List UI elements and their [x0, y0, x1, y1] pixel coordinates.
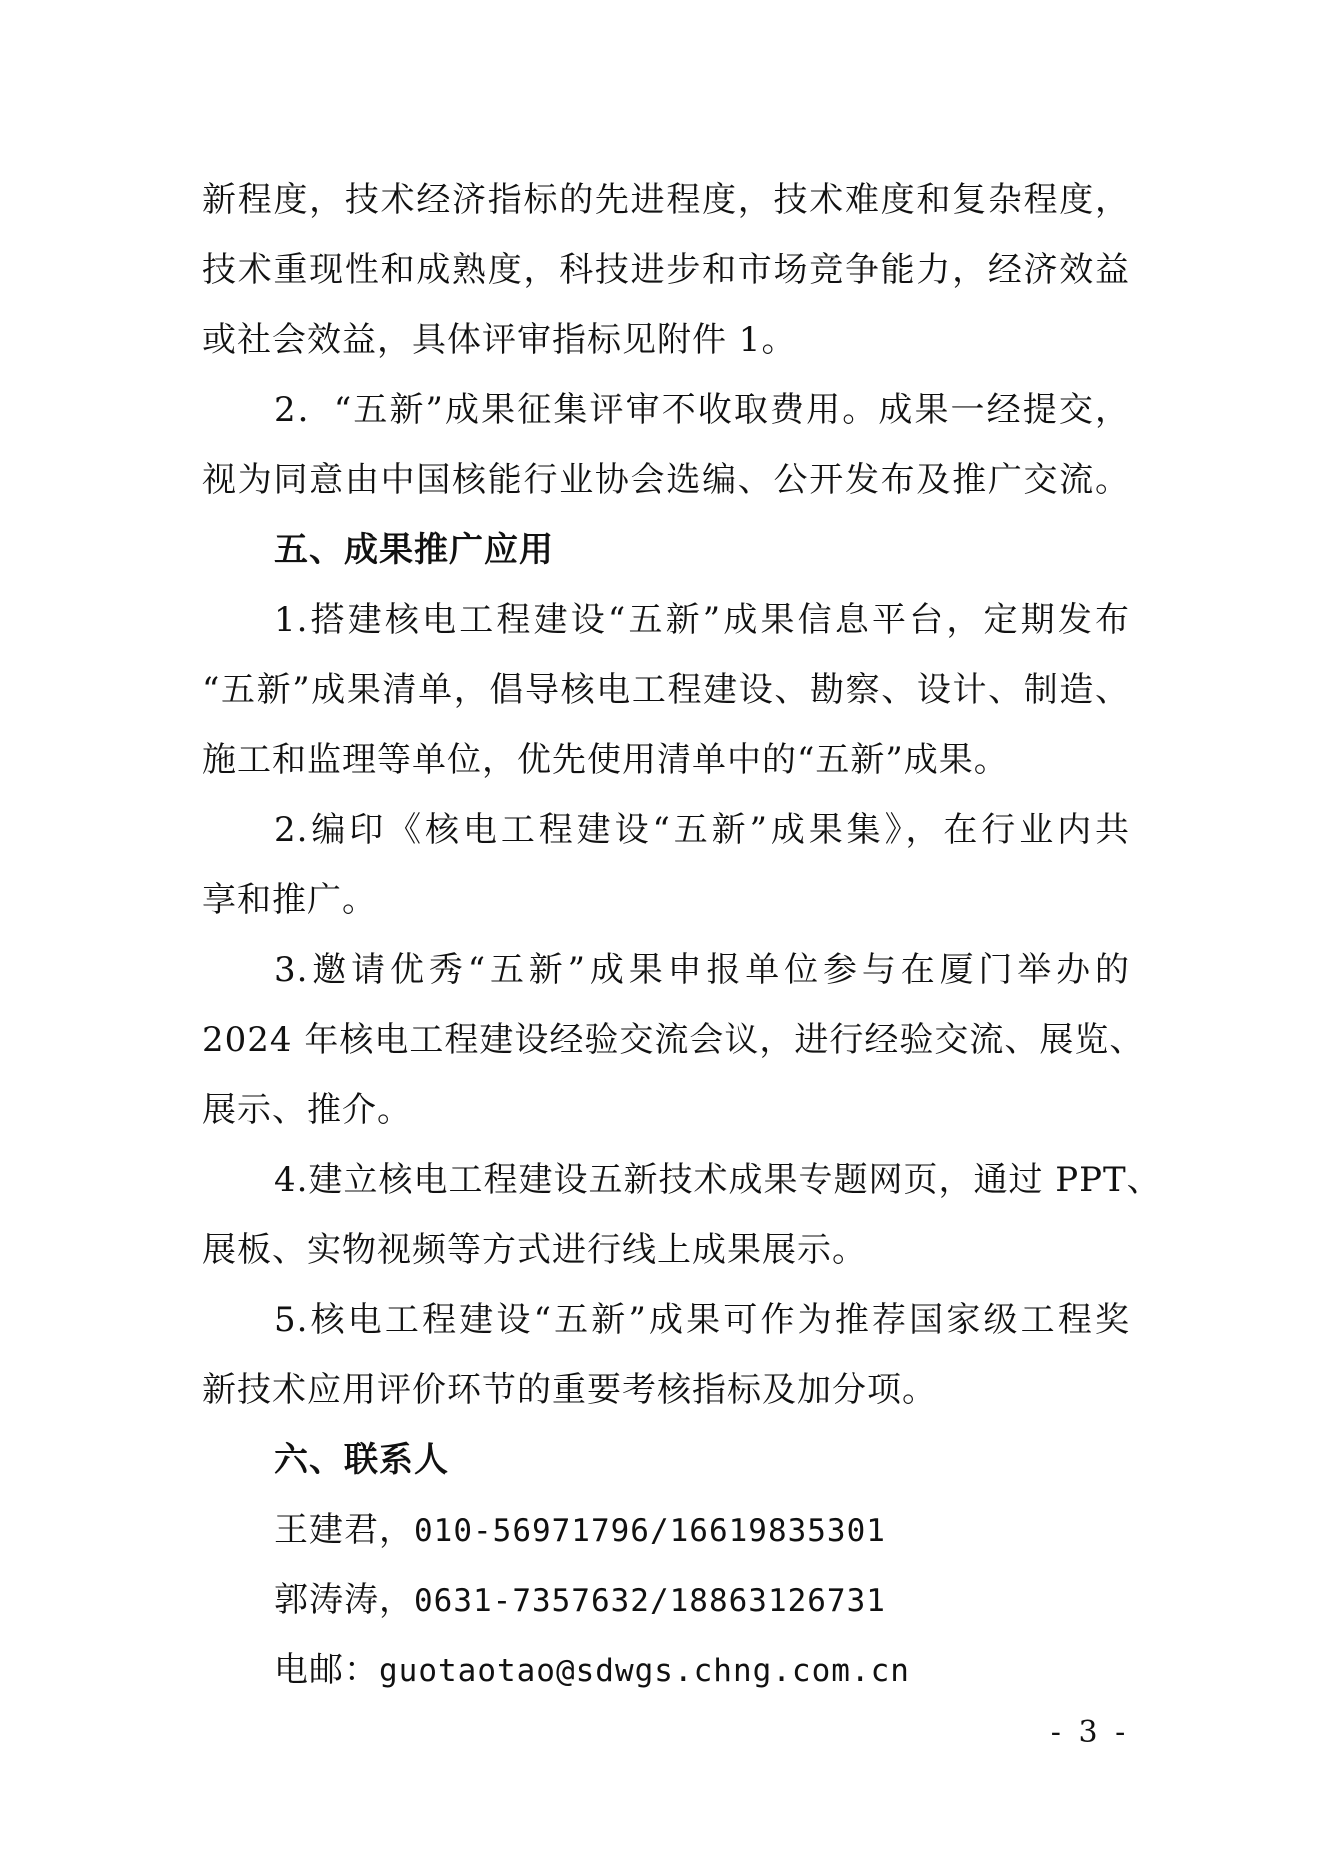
- email-label: 电邮：: [274, 1650, 379, 1690]
- paragraph-line: 5.核电工程建设“五新”成果可作为推荐国家级工程奖: [274, 1300, 1130, 1340]
- section-heading: 五、成果推广应用: [274, 530, 554, 570]
- contact-line: [202, 1495, 1130, 1565]
- contact-phone: 010-56971796/16619835301: [414, 1513, 886, 1549]
- paragraph-line: 4.建立核电工程建设五新技术成果专题网页，通过 PPT、: [274, 1160, 1162, 1200]
- paragraph-line: 展示、推介。: [202, 1090, 412, 1130]
- document-body: [202, 165, 1162, 1705]
- paragraph-line: “五新”成果清单，倡导核电工程建设、勘察、设计、制造、: [202, 670, 1130, 710]
- paragraph-line: 新程度，技术经济指标的先进程度，技术难度和复杂程度，: [202, 180, 1130, 220]
- paragraph-line: 2024 年核电工程建设经验交流会议，进行经验交流、展览、: [202, 1020, 1145, 1060]
- paragraph-line: 或社会效益，具体评审指标见附件 1。: [202, 320, 797, 360]
- email-address: guotaotao@sdwgs.chng.com.cn: [379, 1653, 910, 1689]
- paragraph-line: 新技术应用评价环节的重要考核指标及加分项。: [202, 1370, 937, 1410]
- page-number: - 3 -: [1050, 1715, 1130, 1750]
- paragraph-line: 施工和监理等单位，优先使用清单中的“五新”成果。: [202, 740, 1009, 780]
- contact-line: [202, 1635, 1130, 1705]
- paragraph-line: 视为同意由中国核能行业协会选编、公开发布及推广交流。: [202, 460, 1130, 500]
- contact-phone: 0631-7357632/18863126731: [414, 1583, 886, 1619]
- paragraph-line: 展板、实物视频等方式进行线上成果展示。: [202, 1230, 867, 1270]
- paragraph-line: 1.搭建核电工程建设“五新”成果信息平台，定期发布: [274, 600, 1130, 640]
- paragraph-line: 2.编印《核电工程建设“五新”成果集》，在行业内共: [274, 810, 1130, 850]
- paragraph-line: 技术重现性和成熟度，科技进步和市场竞争能力，经济效益: [202, 250, 1130, 290]
- paragraph-line: 享和推广。: [202, 880, 377, 920]
- section-heading: 六、联系人: [274, 1440, 449, 1480]
- contact-name: 郭涛涛，: [274, 1580, 414, 1620]
- paragraph-line: 3.邀请优秀“五新”成果申报单位参与在厦门举办的: [274, 950, 1130, 990]
- paragraph-line: 2．“五新”成果征集评审不收取费用。成果一经提交，: [274, 390, 1130, 430]
- contact-line: [202, 1565, 1130, 1635]
- contact-name: 王建君，: [274, 1510, 414, 1550]
